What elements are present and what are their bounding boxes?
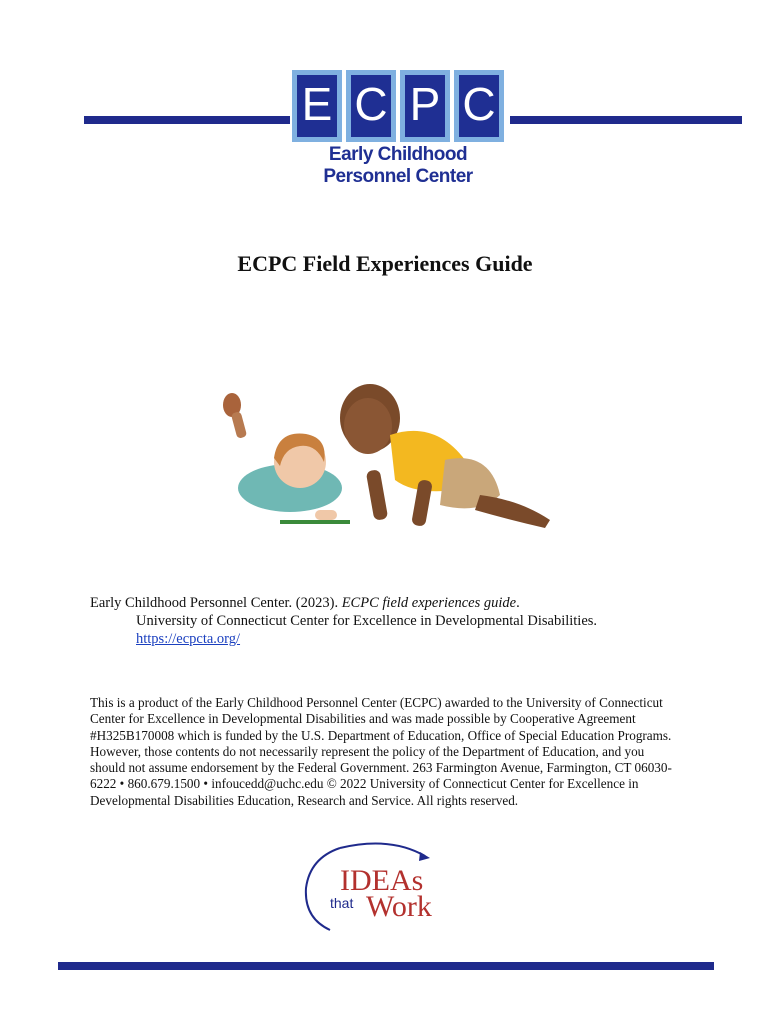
citation-publisher: University of Connecticut Center for Excellence in Developmental Disabilities.: [136, 613, 598, 629]
children-photo: [220, 370, 560, 540]
boy-left-arm-shape: [366, 469, 388, 521]
logo-letter-e: [292, 70, 342, 142]
logo-letter-p: [400, 70, 450, 142]
logo-letter-e-text: E: [297, 75, 337, 137]
logo-word-work: Work: [366, 890, 432, 923]
girl-hand-shape: [315, 510, 337, 520]
logo-swoosh-left: [306, 848, 340, 930]
logo-word-that: that: [330, 895, 354, 911]
logo-word-ideas: IDEAs: [340, 864, 424, 897]
citation-period: .: [516, 595, 520, 611]
logo-letter-p-text: P: [405, 75, 445, 137]
ideas-that-work-logo: [300, 838, 450, 938]
logo-letter-c1-text: C: [351, 75, 391, 137]
document-title: ECPC Field Experiences Guide: [237, 251, 533, 276]
logo-subtitle: Early Childhood Personnel Center: [323, 144, 473, 187]
logo-arrow-icon: [419, 852, 430, 861]
logo-letter-c2-text: C: [459, 75, 499, 137]
logo-swoosh-top: [340, 844, 425, 857]
boy-leg-shape: [475, 495, 550, 528]
ecpc-logo: [292, 70, 504, 142]
footer-rule: [58, 962, 714, 970]
citation: [90, 594, 730, 648]
citation-link[interactable]: https://ecpcta.org/: [136, 631, 241, 647]
citation-authors: Early Childhood Personnel Center. (2023).: [90, 595, 342, 611]
crayon-shape: [280, 520, 350, 524]
header-rule-left: [84, 116, 290, 124]
header-rule-right: [510, 116, 742, 124]
logo-letter-c1: [346, 70, 396, 142]
boy-face-shape: [344, 398, 392, 454]
raised-leg-shape: [231, 411, 247, 439]
logo-letter-c2: [454, 70, 504, 142]
citation-title: ECPC field experiences guide: [341, 595, 517, 611]
disclaimer-paragraph: This is a product of the Early Childhood Personnel Center (ECPC) awarded to the University of Connecticut Center for Excellence in Developmental Disabilities and was made possible by Cooperative Agreement #H325B170008 which is funded by the U.S. Department of Education, Office of Special Education Programs. However, those contents do not necessarily represent the policy of the Department of Education, and you should not assume endorsement by the Federal Government. 263 Farmington Avenue, Farmington, CT 06030-6222 • 860.679.1500 • infoucedd@uchc.edu © 2022 University of Connecticut Center for Excellence in Developmental Disabilities Education, Research and Service. All rights reserved.: [90, 695, 672, 808]
citation-link-wrap: [90, 630, 730, 648]
